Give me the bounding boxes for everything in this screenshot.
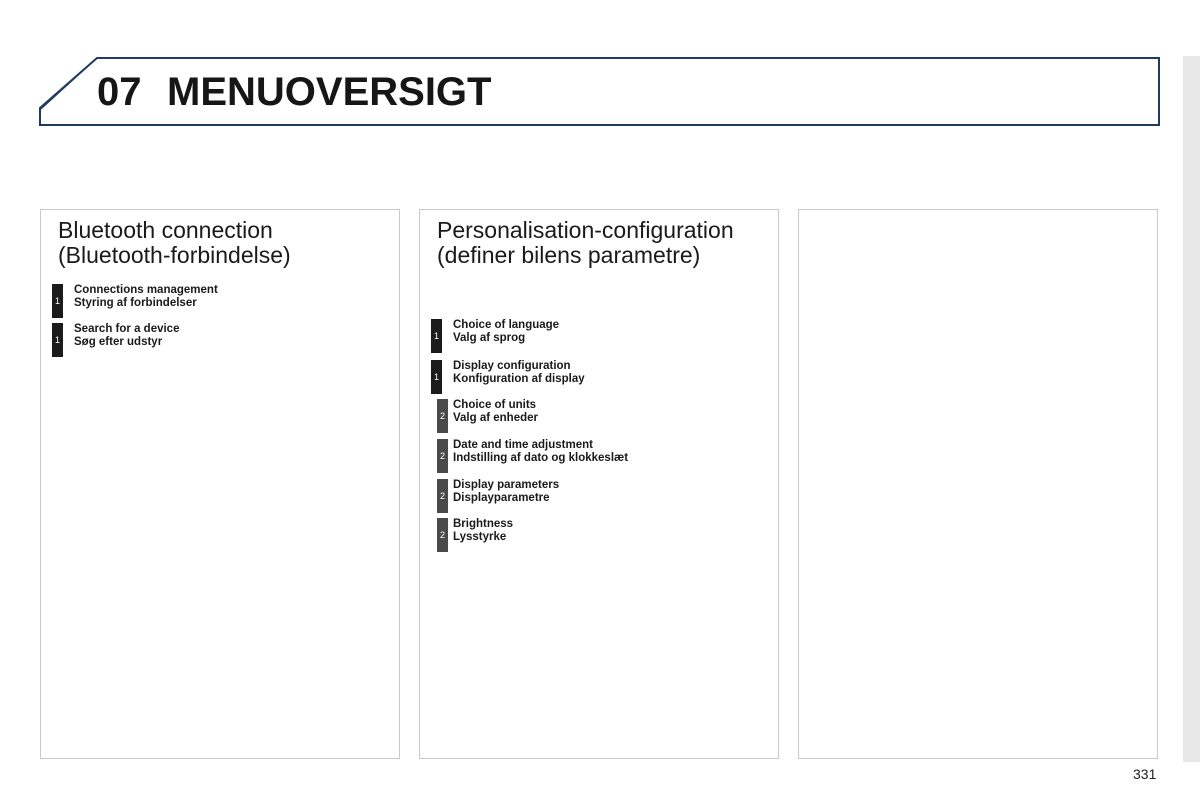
menu-item-search-device — [52, 323, 382, 357]
menu-item-brightness — [437, 518, 767, 552]
menu-item-text — [453, 518, 513, 543]
menu-item-label-en: Search for a device — [74, 323, 180, 335]
panel-title-line: (definer bilens parametre) — [437, 242, 701, 268]
menu-item-label-da: Lysstyrke — [453, 530, 507, 543]
panel-empty — [798, 209, 1158, 759]
chapter-title: MENUOVERSIGT — [167, 70, 492, 114]
menu-level-badge: 2 — [437, 399, 448, 433]
chapter-number: 07 — [97, 70, 142, 114]
menu-item-text — [453, 319, 559, 344]
menu-item-choice-of-units — [437, 399, 767, 433]
menu-item-text — [74, 323, 179, 348]
panel-title-line: Bluetooth connection — [58, 217, 273, 243]
page-number: 331 — [1133, 766, 1157, 782]
menu-item-text — [74, 284, 218, 309]
menu-item-label-en: Display parameters — [453, 479, 560, 491]
menu-level-badge: 1 — [52, 284, 63, 318]
menu-level-badge: 1 — [52, 323, 63, 357]
menu-item-connections-management — [52, 284, 382, 318]
panel-personalisation-configuration — [419, 209, 779, 759]
menu-item-label-da: Displayparametre — [453, 491, 550, 504]
menu-item-display-configuration — [431, 360, 761, 394]
panel-title — [437, 218, 734, 268]
menu-item-display-parameters — [437, 479, 767, 513]
panel-title-line: (Bluetooth-forbindelse) — [58, 242, 291, 268]
page-side-tab — [1183, 56, 1200, 762]
menu-item-label-da: Valg af enheder — [453, 411, 539, 424]
menu-item-text — [453, 439, 628, 464]
menu-item-text — [453, 479, 559, 504]
panel-title — [58, 218, 291, 268]
menu-level-badge: 1 — [431, 360, 442, 394]
menu-item-choice-of-language — [431, 319, 761, 353]
menu-item-text — [453, 360, 585, 385]
menu-item-label-en: Choice of language — [453, 319, 560, 331]
menu-item-date-time-adjustment — [437, 439, 767, 473]
menu-item-label-da: Valg af sprog — [453, 331, 526, 344]
menu-item-label-da: Indstilling af dato og klokkeslæt — [453, 451, 629, 464]
menu-item-label-en: Date and time adjustment — [453, 439, 593, 451]
panel-bluetooth-connection — [40, 209, 400, 759]
menu-item-text — [453, 399, 538, 424]
menu-level-badge: 2 — [437, 479, 448, 513]
menu-level-badge: 2 — [437, 518, 448, 552]
panel-title-line: Personalisation-configuration — [437, 217, 734, 243]
menu-level-badge: 2 — [437, 439, 448, 473]
menu-item-label-da: Styring af forbindelser — [74, 296, 197, 309]
menu-item-label-da: Søg efter udstyr — [74, 335, 163, 348]
menu-item-label-en: Brightness — [453, 518, 514, 530]
chapter-heading — [97, 70, 491, 114]
menu-item-label-en: Choice of units — [453, 399, 537, 411]
menu-item-label-en: Connections management — [74, 284, 218, 296]
menu-item-label-da: Konfiguration af display — [453, 372, 585, 385]
menu-item-label-en: Display configuration — [453, 360, 571, 372]
menu-level-badge: 1 — [431, 319, 442, 353]
